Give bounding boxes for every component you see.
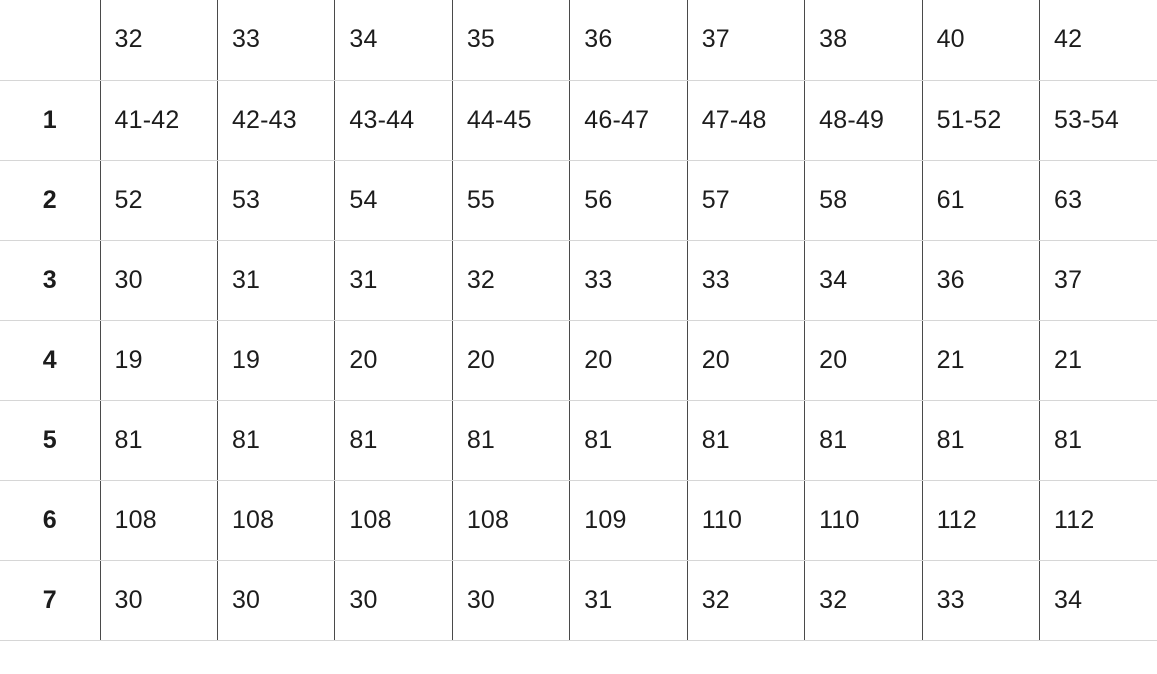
- row-label: 2: [0, 160, 100, 240]
- row-label: 3: [0, 240, 100, 320]
- table-cell: 44-45: [452, 80, 569, 160]
- column-header: 40: [922, 0, 1039, 80]
- table-cell: 108: [217, 480, 334, 560]
- table-corner-cell: [0, 0, 100, 80]
- table-cell: 32: [805, 560, 922, 640]
- table-cell: 46-47: [570, 80, 687, 160]
- table-row: [0, 80, 1157, 160]
- table-cell: 37: [1040, 240, 1157, 320]
- table-cell: 48-49: [805, 80, 922, 160]
- column-header: 42: [1040, 0, 1157, 80]
- column-header: 34: [335, 0, 452, 80]
- table-row: [0, 240, 1157, 320]
- table-cell: 110: [805, 480, 922, 560]
- table-cell: 61: [922, 160, 1039, 240]
- table-cell: 30: [335, 560, 452, 640]
- table-row: [0, 320, 1157, 400]
- table-cell: 30: [452, 560, 569, 640]
- table-cell: 81: [335, 400, 452, 480]
- table-cell: 110: [687, 480, 804, 560]
- table-cell: 43-44: [335, 80, 452, 160]
- row-label: 1: [0, 80, 100, 160]
- table-row: [0, 560, 1157, 640]
- row-label: 5: [0, 400, 100, 480]
- row-label: 7: [0, 560, 100, 640]
- row-label: 4: [0, 320, 100, 400]
- table-cell: 81: [217, 400, 334, 480]
- table-cell: 47-48: [687, 80, 804, 160]
- table-cell: 21: [922, 320, 1039, 400]
- table-cell: 20: [570, 320, 687, 400]
- table-cell: 32: [687, 560, 804, 640]
- table-cell: 51-52: [922, 80, 1039, 160]
- table-cell: 20: [805, 320, 922, 400]
- table-cell: 108: [100, 480, 217, 560]
- table-cell: 81: [570, 400, 687, 480]
- table-cell: 33: [570, 240, 687, 320]
- table-cell: 30: [100, 560, 217, 640]
- table-header-row: [0, 0, 1157, 80]
- table-cell: 20: [335, 320, 452, 400]
- column-header: 33: [217, 0, 334, 80]
- table-cell: 56: [570, 160, 687, 240]
- table-cell: 81: [805, 400, 922, 480]
- column-header: 37: [687, 0, 804, 80]
- table-cell: 112: [1040, 480, 1157, 560]
- table-cell: 36: [922, 240, 1039, 320]
- table-cell: 19: [217, 320, 334, 400]
- table-cell: 57: [687, 160, 804, 240]
- table-row: [0, 480, 1157, 560]
- column-header: 38: [805, 0, 922, 80]
- table-cell: 34: [1040, 560, 1157, 640]
- table-cell: 34: [805, 240, 922, 320]
- table-cell: 54: [335, 160, 452, 240]
- table-cell: 55: [452, 160, 569, 240]
- table-row: [0, 400, 1157, 480]
- table-cell: 19: [100, 320, 217, 400]
- table-cell: 33: [687, 240, 804, 320]
- table-cell: 42-43: [217, 80, 334, 160]
- table-cell: 31: [570, 560, 687, 640]
- table-cell: 81: [100, 400, 217, 480]
- table-cell: 63: [1040, 160, 1157, 240]
- table-cell: 109: [570, 480, 687, 560]
- table-cell: 53: [217, 160, 334, 240]
- column-header: 35: [452, 0, 569, 80]
- table-cell: 32: [452, 240, 569, 320]
- table-cell: 31: [335, 240, 452, 320]
- table-cell: 30: [217, 560, 334, 640]
- table-cell: 108: [452, 480, 569, 560]
- table-cell: 81: [687, 400, 804, 480]
- table-cell: 108: [335, 480, 452, 560]
- table-cell: 81: [922, 400, 1039, 480]
- table-cell: 31: [217, 240, 334, 320]
- table-cell: 58: [805, 160, 922, 240]
- table-cell: 81: [452, 400, 569, 480]
- table-cell: 33: [922, 560, 1039, 640]
- table-cell: 20: [687, 320, 804, 400]
- table-cell: 81: [1040, 400, 1157, 480]
- column-header: 32: [100, 0, 217, 80]
- table-row: [0, 160, 1157, 240]
- table-cell: 41-42: [100, 80, 217, 160]
- table-cell: 30: [100, 240, 217, 320]
- table-cell: 21: [1040, 320, 1157, 400]
- table-cell: 53-54: [1040, 80, 1157, 160]
- row-label: 6: [0, 480, 100, 560]
- table-cell: 20: [452, 320, 569, 400]
- column-header: 36: [570, 0, 687, 80]
- table-cell: 112: [922, 480, 1039, 560]
- table-cell: 52: [100, 160, 217, 240]
